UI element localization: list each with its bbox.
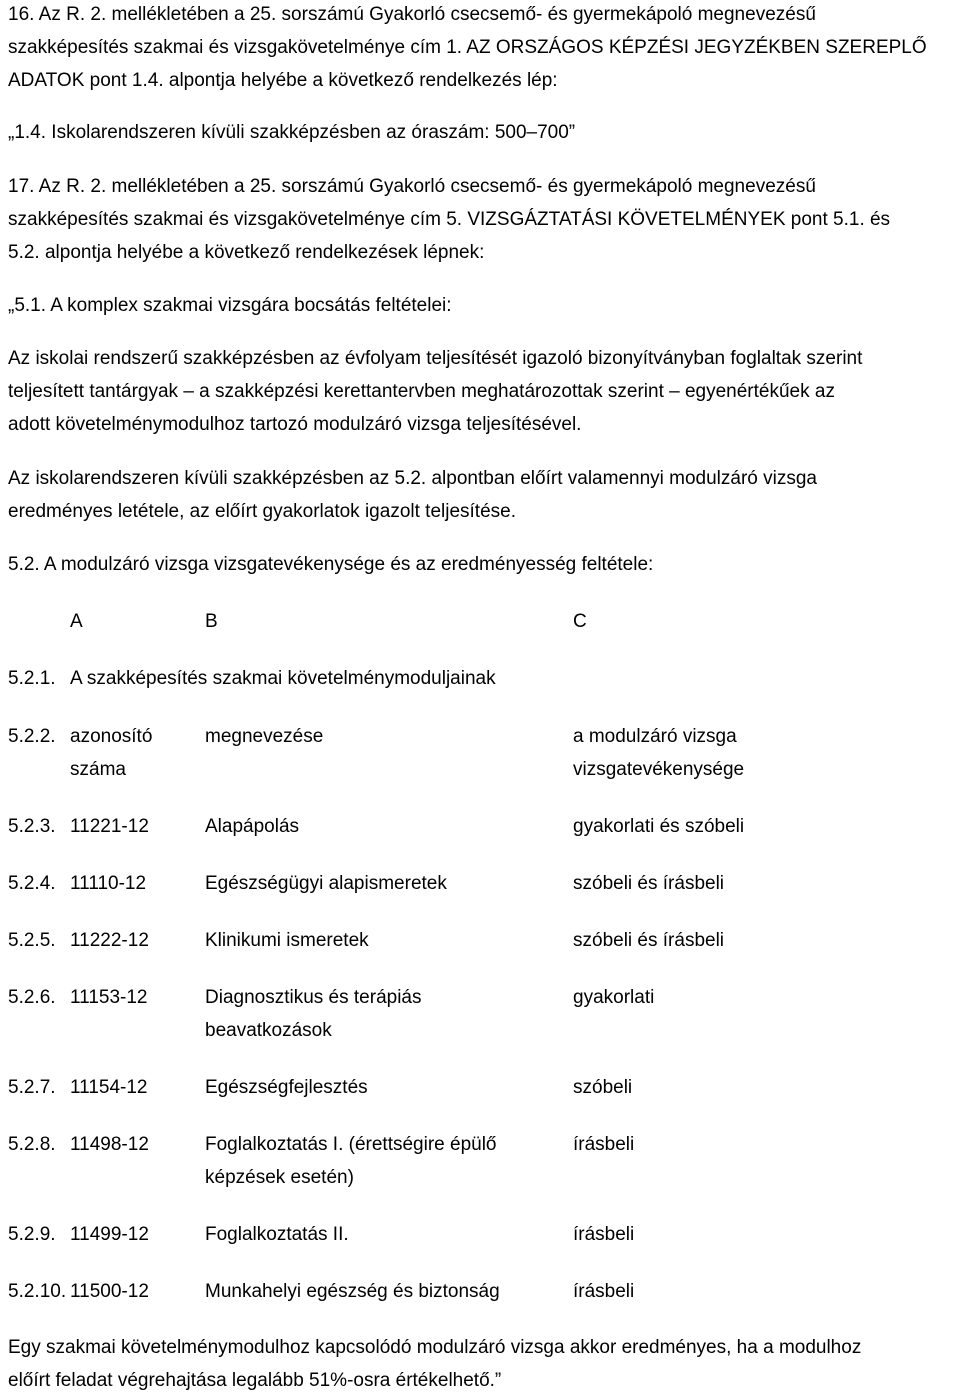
header-activity-line: a modulzáró vizsga bbox=[573, 726, 737, 747]
module-name bbox=[205, 924, 565, 957]
text-line: adott követelménymodulhoz tartozó modulzáró vizsga teljesítésével. bbox=[8, 414, 582, 435]
row-number: 5.2.7. bbox=[8, 1077, 56, 1098]
intro-paragraph bbox=[8, 0, 958, 97]
row-number: 5.2.5. bbox=[8, 930, 56, 951]
module-name-line: Egészségfejlesztés bbox=[205, 1077, 368, 1098]
text-line: előírt feladat végrehajtása legalább 51%-osra értékelhető.” bbox=[8, 1370, 502, 1391]
text-line: Az iskolai rendszerű szakképzésben az évfolyam teljesítését igazoló bizonyítványban foglaltak szerint bbox=[8, 348, 863, 369]
module-activity: írásbeli bbox=[573, 1224, 635, 1245]
header-id-line: azonosító bbox=[70, 726, 153, 747]
module-id: 11500-12 bbox=[70, 1281, 149, 1302]
module-activity: írásbeli bbox=[573, 1134, 635, 1155]
text-line: „5.1. A komplex szakmai vizsgára bocsátás feltételei: bbox=[8, 295, 452, 316]
module-name bbox=[205, 1275, 565, 1308]
module-id: 11221-12 bbox=[70, 816, 149, 837]
header-id-line: száma bbox=[70, 759, 126, 780]
row-number: 5.2.2. bbox=[8, 726, 56, 747]
quote-paragraph bbox=[8, 116, 958, 149]
text-line: 5.2. alpontja helyébe a következő rendelkezések lépnek: bbox=[8, 242, 485, 263]
text-line: Az iskolarendszeren kívüli szakképzésben az 5.2. alpontban előírt valamennyi modulzáró vizsga bbox=[8, 468, 817, 489]
row-number: 5.2.4. bbox=[8, 873, 56, 894]
module-name-line: Klinikumi ismeretek bbox=[205, 930, 369, 951]
module-name-line: Munkahelyi egészség és biztonság bbox=[205, 1281, 500, 1302]
amendment-17-paragraph bbox=[8, 170, 958, 269]
module-name-line: beavatkozások bbox=[205, 1020, 332, 1041]
module-name-line: Foglalkoztatás I. (érettségire épülő bbox=[205, 1134, 497, 1155]
module-name bbox=[205, 981, 565, 1047]
module-activity: gyakorlati és szóbeli bbox=[573, 816, 745, 837]
text-line: 5.2. A modulzáró vizsga vizsgatevékenysége és az eredményesség feltétele: bbox=[8, 554, 654, 575]
text-line: szakképesítés szakmai és vizsgakövetelménye cím 1. AZ ORSZÁGOS KÉPZÉSI JEGYZÉKBEN SZEREPLŐ bbox=[8, 37, 927, 58]
section-5-1-heading bbox=[8, 289, 958, 322]
text-line: ADATOK pont 1.4. alpontja helyébe a következő rendelkezés lép: bbox=[8, 70, 558, 91]
module-activity: szóbeli és írásbeli bbox=[573, 930, 725, 951]
module-activity: szóbeli bbox=[573, 1077, 633, 1098]
closing-paragraph bbox=[8, 1331, 958, 1397]
module-name bbox=[205, 1218, 565, 1251]
text-line: szakképesítés szakmai és vizsgakövetelménye cím 5. VIZSGÁZTATÁSI KÖVETELMÉNYEK pont 5.1. és bbox=[8, 209, 891, 230]
text-line: 16. Az R. 2. mellékletében a 25. sorszámú Gyakorló csecsemő- és gyermekápoló megnevezésű bbox=[8, 4, 816, 25]
module-activity: írásbeli bbox=[573, 1281, 635, 1302]
module-activity: szóbeli és írásbeli bbox=[573, 873, 725, 894]
module-name-line: Foglalkoztatás II. bbox=[205, 1224, 349, 1245]
section-5-2-heading bbox=[8, 548, 958, 581]
module-name-line: Alapápolás bbox=[205, 816, 300, 837]
module-id: 11222-12 bbox=[70, 930, 149, 951]
header-activity-line: vizsgatevékenysége bbox=[573, 759, 745, 780]
row-caption: A szakképesítés szakmai követelménymoduljainak bbox=[70, 668, 496, 689]
header-activity bbox=[573, 720, 953, 786]
row-number: 5.2.1. bbox=[8, 668, 56, 689]
row-number: 5.2.10. bbox=[8, 1281, 67, 1302]
column-letter-a: A bbox=[70, 611, 83, 632]
module-id: 11153-12 bbox=[70, 987, 148, 1008]
module-id: 11499-12 bbox=[70, 1224, 149, 1245]
row-number: 5.2.8. bbox=[8, 1134, 56, 1155]
module-name bbox=[205, 810, 565, 843]
text-line: eredményes letétele, az előírt gyakorlatok igazolt teljesítése. bbox=[8, 501, 516, 522]
text-line: teljesített tantárgyak – a szakképzési kerettantervben meghatározottak szerint – egyenértékűek az bbox=[8, 381, 835, 402]
module-name bbox=[205, 1128, 565, 1194]
module-name-line: képzések esetén) bbox=[205, 1167, 354, 1188]
module-activity: gyakorlati bbox=[573, 987, 655, 1008]
header-name bbox=[205, 720, 565, 753]
module-id: 11154-12 bbox=[70, 1077, 148, 1098]
module-id: 11110-12 bbox=[70, 873, 147, 894]
module-name bbox=[205, 867, 565, 900]
column-letter-b: B bbox=[205, 611, 218, 632]
row-number: 5.2.3. bbox=[8, 816, 56, 837]
text-line: 17. Az R. 2. mellékletében a 25. sorszámú Gyakorló csecsemő- és gyermekápoló megnevezésű bbox=[8, 176, 816, 197]
module-name bbox=[205, 1071, 565, 1104]
header-id bbox=[70, 720, 205, 786]
module-name-line: Diagnosztikus és terápiás bbox=[205, 987, 422, 1008]
text-line: Egy szakmai követelménymodulhoz kapcsolódó modulzáró vizsga akkor eredményes, ha a modulhoz bbox=[8, 1337, 862, 1358]
header-name-line: megnevezése bbox=[205, 726, 324, 747]
module-id: 11498-12 bbox=[70, 1134, 149, 1155]
module-name-line: Egészségügyi alapismeretek bbox=[205, 873, 447, 894]
school-paragraph bbox=[8, 342, 958, 441]
outside-school-paragraph bbox=[8, 462, 958, 528]
column-letter-c: C bbox=[573, 611, 587, 632]
row-number: 5.2.9. bbox=[8, 1224, 56, 1245]
row-number: 5.2.6. bbox=[8, 987, 56, 1008]
text-line: „1.4. Iskolarendszeren kívüli szakképzésben az óraszám: 500–700” bbox=[8, 122, 576, 143]
